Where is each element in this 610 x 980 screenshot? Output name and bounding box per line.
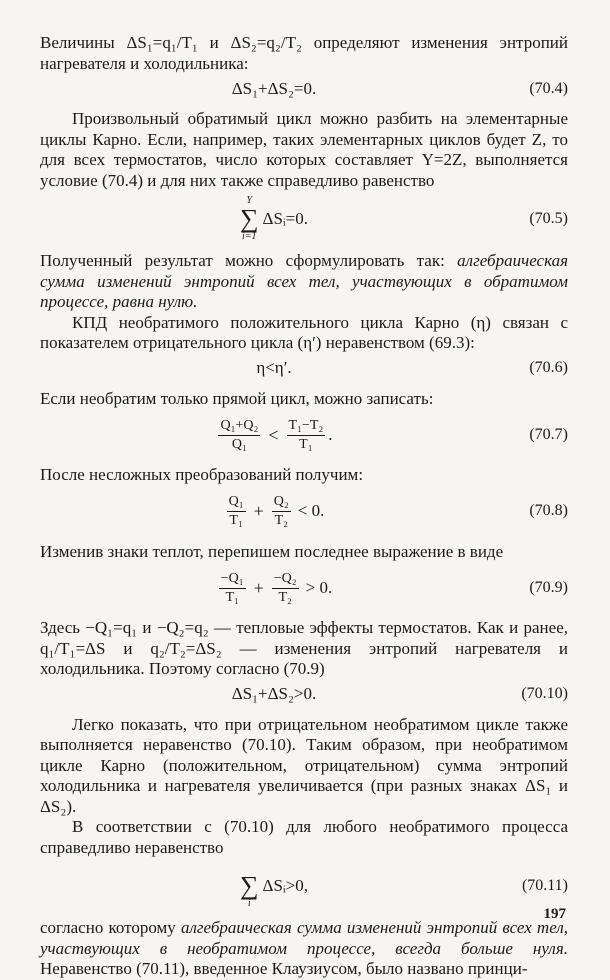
paragraph-2: Произвольный обратимый цикл можно разбить на элементарные циклы Карно. Если, например, таких элементарных циклов будет Z, то для всех термостатов, число которых составляет Y=2Z, выполняется условие (70.4) и для них также справедливо равенство: [40, 109, 568, 190]
page-number: 197: [543, 906, 566, 922]
paragraph-7: Изменив знаки теплот, перепишем последнее выражение в виде: [40, 541, 504, 561]
summation-symbol: Y ∑ i=1: [239, 195, 259, 242]
equation-expression: ΔS₁+ΔS₂=0.: [231, 78, 317, 98]
summation-symbol: ∑ i: [239, 871, 259, 909]
equation-number: (70.5): [529, 209, 568, 227]
equation-expression: ΔSᵢ>0,: [262, 875, 309, 895]
paragraph-3: Полученный результат можно сформулировать так: алгебраическая сумма изменений энтропий всех тел, участвующих в обратимом процессе, равна нулю.: [40, 251, 568, 311]
paragraph-4: КПД необратимого положительного цикла Карно (η) связан с показателем отрицательного цикла (η′) неравенством (69.3):: [40, 312, 568, 352]
equation-70-5: [40, 193, 568, 245]
equation-70-8: $\frac{\text{Q₁}}{\text{T₁}}$ + $\frac{\text{Q₂}}{\text{T₂}}$ < 0. (70.8): [40, 490, 568, 534]
equation-70-4: [40, 77, 568, 101]
equation-70-11: [40, 860, 568, 912]
equation-number: (70.4): [529, 79, 568, 97]
paragraph-1: Величины ΔS₁=q₁/T₁ и ΔS₂=q₂/T₂ определяют изменения энтропий нагревателя и холодильника:: [40, 33, 568, 73]
fraction: $\frac{\text{−Q₁}}{\text{T₁}}$: [220, 570, 244, 605]
italic-statement: алгебраическая сумма изменений энтропий всех тел, участвующих в необратимом процессе, всегда больше нуля.: [40, 918, 568, 958]
paragraph-11: согласно которому алгебраическая сумма изменений энтропий всех тел, участвующих в необратимом процессе, всегда больше нуля. Неравенство (70.11), введенное Клаузиусом, было названо принци-: [40, 918, 568, 978]
equation-number: (70.9): [529, 578, 568, 596]
fraction: $\frac{\text{Q₁}}{\text{T₁}}$: [228, 494, 244, 528]
equation-expression: ΔS₁+ΔS₂>0.: [231, 684, 317, 704]
fraction: $\frac{\text{T₁−T₂}}{\text{T₁}}$: [288, 417, 324, 452]
equation-number: (70.7): [529, 425, 568, 443]
paragraph-9: Легко показать, что при отрицательном необратимом цикле также выполняется неравенство (70.10). Таким образом, при необратимом цикле Карно (положительном, отрицательном) сумма энтропий холодильника и нагревателя увеличивается (при разных знаках ΔS₁ и ΔS₂).: [40, 714, 568, 816]
equation-70-6: [40, 357, 568, 381]
italic-statement: алгебраическая сумма изменений энтропий всех тел, участвующих в обратимом процессе, равна нулю.: [40, 251, 568, 311]
equation-number: (70.11): [521, 876, 568, 894]
paragraph-5: Если необратим только прямой цикл, можно записать:: [40, 388, 434, 408]
equation-expression: η<η′.: [256, 358, 292, 378]
equation-number: (70.8): [529, 502, 568, 520]
fraction: $\frac{\text{−Q₂}}{\text{T₂}}$: [273, 570, 297, 605]
equation-70-10: [40, 683, 568, 707]
fraction: $\frac{\text{Q₁+Q₂}}{\text{Q₁}}$: [220, 417, 259, 452]
paragraph-8: Здесь −Q₁=q₁ и −Q₂=q₂ — тепловые эффекты термостатов. Как и ранее, q₁/T₁=ΔS и q₂/T₂=ΔS₂ — изменения энтропий нагревателя и холодильника. Поэтому согласно (70.9): [40, 618, 568, 678]
equation-70-7: $\frac{\text{Q₁+Q₂}}{\text{Q₁}}$ < $\frac{\text{T₁−T₂}}{\text{T₁}}$ . (70.7): [40, 413, 568, 457]
fraction: $\frac{\text{Q₂}}{\text{T₂}}$: [273, 494, 289, 528]
equation-70-9: $\frac{\text{−Q₁}}{\text{T₁}}$ + $\frac{\text{−Q₂}}{\text{T₂}}$ > 0. (70.9): [40, 566, 568, 610]
book-page: [40, 33, 568, 980]
equation-expression: ΔSᵢ=0.: [262, 208, 309, 228]
equation-number: (70.10): [521, 685, 568, 703]
paragraph-6: После несложных преобразований получим:: [40, 465, 364, 484]
paragraph-10: В соответствии с (70.10) для любого необратимого процесса справедливо неравенство: [40, 817, 568, 857]
equation-number: (70.6): [529, 359, 568, 377]
